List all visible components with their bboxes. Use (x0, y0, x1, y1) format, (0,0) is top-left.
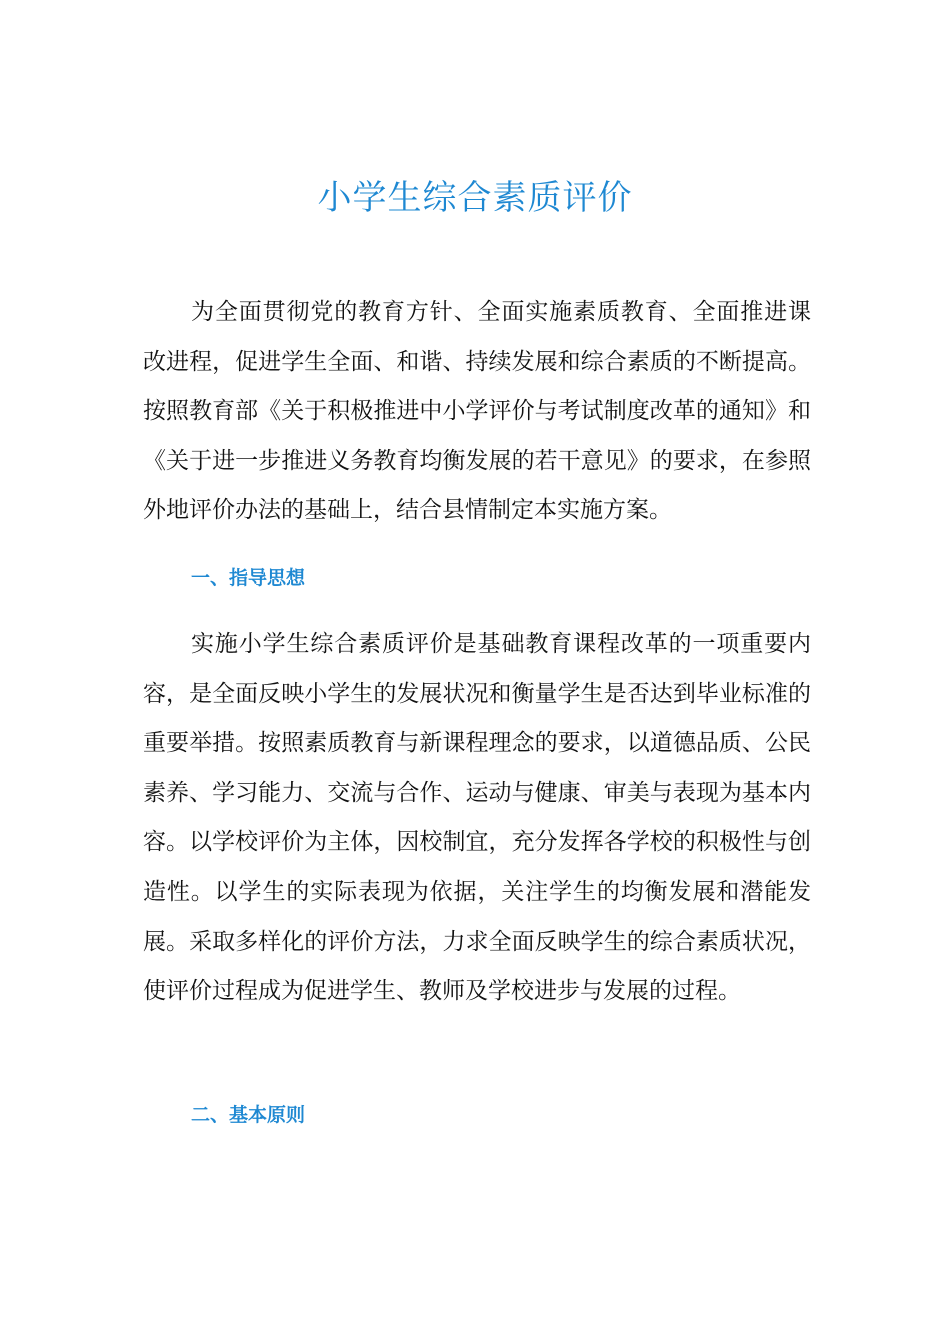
document-title: 小学生综合素质评价 (317, 178, 633, 218)
section-heading-basic-principles: 二、基本原则 (191, 1104, 306, 1126)
intro-paragraph: 为全面贯彻党的教育方针、全面实施素质教育、全面推进课改进程，促进学生全面、和谐、持续发展和综合素质的不断提高。按照教育部《关于积极推进中小学评价与考试制度改革的通知》和《关于进一步推进义务教育均衡发展的若干意见》的要求，在参照外地评价办法的基础上，结合县情制定本实施方案。 (143, 299, 811, 524)
guiding-ideology-paragraph: 实施小学生综合素质评价是基础教育课程改革的一项重要内容，是全面反映小学生的发展状况和衡量学生是否达到毕业标准的重要举措。按照素质教育与新课程理念的要求，以道德品质、公民素养、学习能力、交流与合作、运动与健康、审美与表现为基本内容。以学校评价为主体，因校制宜，充分发挥各学校的积极性与创造性。以学生的实际表现为依据，关注学生的均衡发展和潜能发展。采取多样化的评价方法，力求全面反映学生的综合素质状况，使评价过程成为促进学生、教师及学校进步与发展的过程。 (143, 631, 811, 1005)
section-heading-guiding-ideology: 一、指导思想 (191, 567, 306, 589)
